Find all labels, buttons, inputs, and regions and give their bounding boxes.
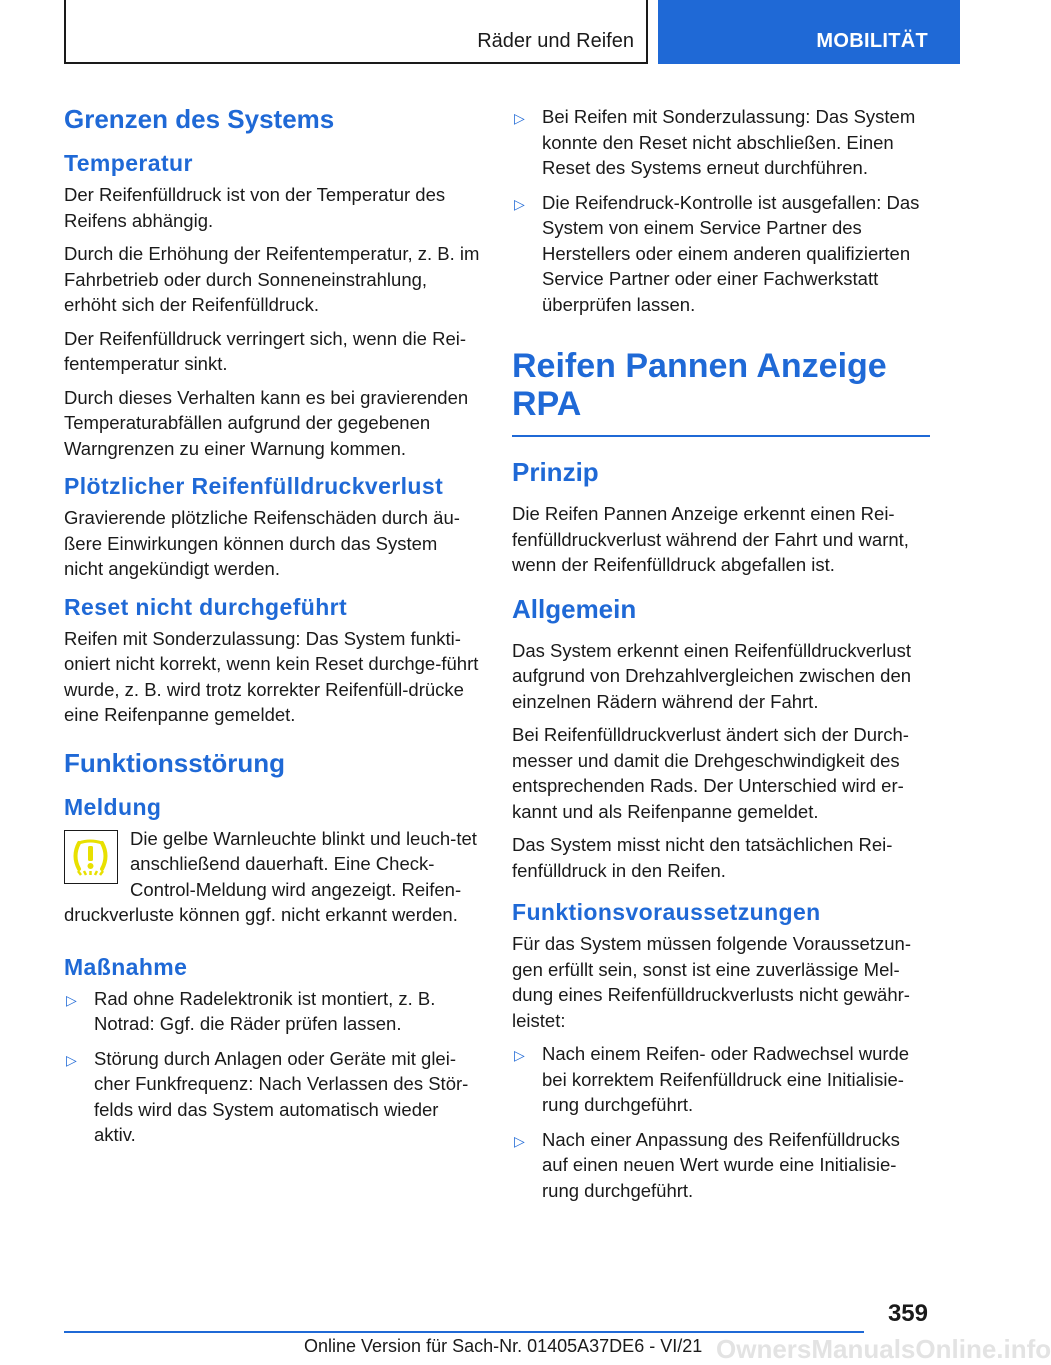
triangle-right-icon: ▷ xyxy=(514,195,525,212)
right-column xyxy=(512,104,930,1212)
heading-reset: Reset nicht durchgeführt xyxy=(64,593,348,620)
list-item: ▷ Bei Reifen mit Sonderzulassung: Das System konnte den Reset nicht abschließen. Einen Reset des Systems erneut durchführen. xyxy=(514,106,916,178)
paragraph: Gravierende plötzliche Reifenschäden durch äu-ßere Einwirkungen können durch das System nicht angekündigt werden. xyxy=(64,507,460,579)
footer-rule xyxy=(64,1331,864,1333)
list-item: ▷ Die Reifendruck-Kontrolle ist ausgefallen: Das System von einem Service Partner des Herstellers oder einem anderen qualifizierten Service Partner oder einer Fachwerkstatt überprüfen lassen. xyxy=(514,191,920,315)
paragraph: Der Reifenfülldruck verringert sich, wenn die Rei-fentemperatur sinkt. xyxy=(64,327,467,374)
triangle-right-icon: ▷ xyxy=(514,1132,525,1149)
header-chapter-tab xyxy=(658,0,960,64)
list-item: ▷ Störung durch Anlagen oder Geräte mit glei-cher Funkfrequenz: Nach Verlassen des Stör-felds wird das System automatisch wieder aktiv. xyxy=(66,1047,469,1145)
heading-voraussetzungen: Funktionsvoraussetzungen xyxy=(512,899,821,925)
paragraph: Durch dieses Verhalten kann es bei gravierenden Temperaturabfällen aufgrund der gegebenen Warngrenzen zu einer Warnung kommen. xyxy=(64,386,469,459)
paragraph: Die Reifen Pannen Anzeige erkennt einen Rei-fenfülldruckverlust während der Fahrt und warnt, wenn der Reifenfülldruck abgefallen ist. xyxy=(512,503,909,575)
heading-ploetzlich: Plötzlicher Reifenfülldruckverlust xyxy=(64,473,444,499)
paragraph: Durch die Erhöhung der Reifentemperatur, z. B. im Fahrbetrieb oder durch Sonneneinstrahlung, erhöht sich der Reifenfülldruck. xyxy=(64,243,480,315)
heading-temperatur: Temperatur xyxy=(64,150,193,176)
heading-grenzen: Grenzen des Systems xyxy=(64,104,335,134)
massnahme-list xyxy=(64,986,480,1148)
triangle-right-icon: ▷ xyxy=(514,1047,525,1063)
watermark: OwnersManualsOnline.info xyxy=(716,1334,1051,1364)
heading-prinzip: Prinzip xyxy=(512,457,599,487)
tire-pressure-warning-icon xyxy=(64,830,118,884)
heading-rpa: Reifen Pannen Anzeige RPA xyxy=(512,347,887,423)
paragraph: Bei Reifenfülldruckverlust ändert sich der Durch-messer und damit die Drehgeschwindigkeit des entsprechenden Rads. Der Unterschied wird er-kannt und als Reifenpanne gemeldet. xyxy=(512,724,909,822)
left-column xyxy=(64,96,480,1157)
paragraph: Das System misst nicht den tatsächlichen Rei-fenfülldruck in den Reifen. xyxy=(512,834,893,881)
list-item: ▷ Nach einem Reifen- oder Radwechsel wurde bei korrektem Reifenfülldruck eine Initialisie-rung durchgeführt. xyxy=(514,1043,910,1115)
paragraph: Reifen mit Sonderzulassung: Das System funkti-oniert nicht korrekt, wenn kein Reset durchge-führt wurde, z. B. wird trotz korrekter Reifenfüll-drücke eine Reifenpanne gemeldet. xyxy=(64,627,479,725)
list-item: ▷ Nach einer Anpassung des Reifenfülldrucks auf einen neuen Wert wurde eine Initialisie-rung durchgeführt. xyxy=(514,1128,900,1201)
reset-list xyxy=(512,104,930,317)
header-section-title: Räder und Reifen xyxy=(477,30,634,52)
warning-message-block xyxy=(64,826,480,928)
voraussetzungen-list xyxy=(512,1041,930,1203)
heading-massnahme: Maßnahme xyxy=(64,953,188,980)
heading-allgemein: Allgemein xyxy=(512,593,637,624)
paragraph: Das System erkennt einen Reifenfülldruckverlust aufgrund von Drehzahlvergleichen zwischen den einzelnen Rädern während der Fahrt. xyxy=(512,639,912,712)
paragraph: Für das System müssen folgende Voraussetzun-gen erfüllt sein, sonst ist eine zuverlässige Mel-dung eines Reifenfülldruckverlusts nicht gewähr-leistet: xyxy=(512,933,911,1031)
online-version-text: Online Version für Sach-Nr. 01405A37DE6 - VI/21 xyxy=(304,1336,703,1356)
triangle-right-icon: ▷ xyxy=(66,991,77,1008)
heading-meldung: Meldung xyxy=(64,793,162,820)
header-section-box xyxy=(64,0,648,64)
triangle-right-icon: ▷ xyxy=(514,110,525,126)
paragraph: Der Reifenfülldruck ist von der Temperatur des Reifens abhängig. xyxy=(64,184,446,231)
heading-funktionsstoerung: Funktionsstörung xyxy=(64,747,285,778)
page-number: 359 xyxy=(887,1300,928,1327)
list-item: ▷ Rad ohne Radelektronik ist montiert, z. B. Notrad: Ggf. die Räder prüfen lassen. xyxy=(66,987,436,1034)
warning-message-text: Die gelbe Warnleuchte blinkt und leuch-tet anschließend dauerhaft. Eine Check-Control-Meldung wird angezeigt. Reifen-druckverluste können ggf. nicht erkannt werden. xyxy=(64,827,477,925)
header-chapter-title: MOBILITÄT xyxy=(816,30,928,52)
heading-rule xyxy=(512,435,930,437)
triangle-right-icon: ▷ xyxy=(66,1051,77,1068)
